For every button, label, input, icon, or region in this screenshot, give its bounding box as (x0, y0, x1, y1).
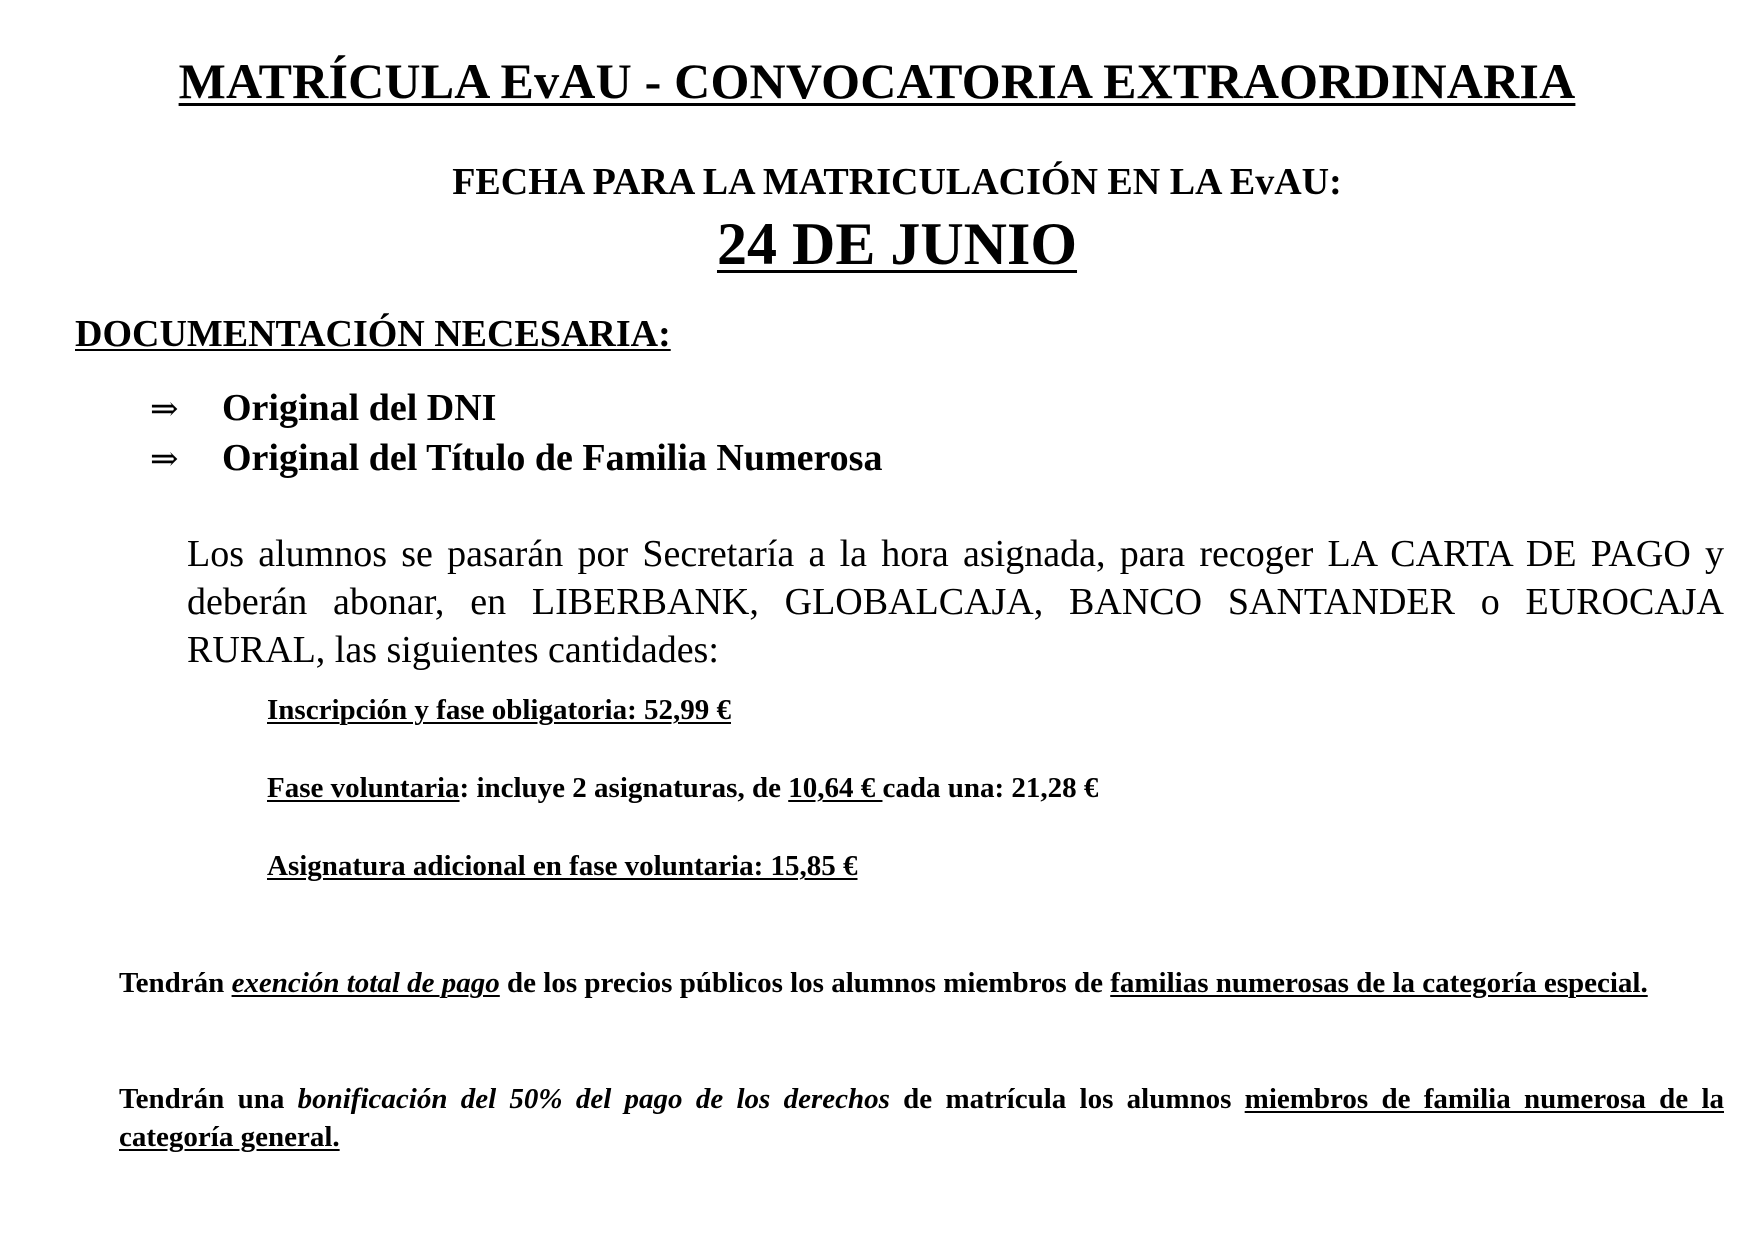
payment-instructions: Los alumnos se pasarán por Secretaría a la hora asignada, para recoger LA CARTA DE PAGO y deberán abonar, en LIBERBANK, GLOBALCAJA, BANCO SANTANDER o EUROCAJA RURAL, las siguientes cantidades: (187, 533, 1724, 671)
fee-voluntary-total: cada una: 21,28 € (882, 772, 1099, 804)
fee-additional-subject: Asignatura adicional en fase voluntaria: 15,85 € (267, 850, 858, 882)
arrow-icon: ⇒ (150, 439, 179, 479)
exemption-middle: de los precios públicos los alumnos miembros de (499, 967, 1111, 999)
fee-voluntary-text: : incluye 2 asignaturas, de (459, 772, 789, 804)
arrow-icon: ⇒ (150, 389, 179, 429)
page-title: MATRÍCULA EvAU - CONVOCATORIA EXTRAORDINARIA (178, 53, 1576, 109)
registration-date-label: FECHA PARA LA MATRICULACIÓN EN LA EvAU: (452, 161, 1342, 203)
discount-note (119, 1080, 1724, 1156)
document-item-family-title: Original del Título de Familia Numerosa (222, 437, 883, 479)
document-item-dni: Original del DNI (222, 387, 497, 429)
discount-group: miembros de familia numerosa de la categoría general. (119, 1083, 1724, 1153)
exemption-emphasis: exención total de pago (231, 967, 500, 999)
list-item (150, 436, 882, 480)
exemption-prefix: Tendrán (119, 967, 232, 999)
fee-voluntary (267, 772, 1098, 805)
fee-voluntary-label: Fase voluntaria (267, 772, 460, 804)
exemption-note (119, 964, 1724, 1002)
registration-date: 24 DE JUNIO (716, 211, 1078, 277)
discount-middle: de matrícula los alumnos (889, 1083, 1245, 1115)
fee-voluntary-unit-price: 10,64 € (788, 772, 883, 804)
exemption-group: familias numerosas de la categoría especial. (1110, 967, 1648, 999)
fee-inscription: Inscripción y fase obligatoria: 52,99 € (267, 694, 731, 726)
discount-emphasis: bonificación del 50% del pago de los derechos (297, 1083, 890, 1115)
discount-prefix: Tendrán una (119, 1083, 298, 1115)
documentation-heading: DOCUMENTACIÓN NECESARIA: (75, 313, 671, 355)
list-item (150, 386, 496, 430)
